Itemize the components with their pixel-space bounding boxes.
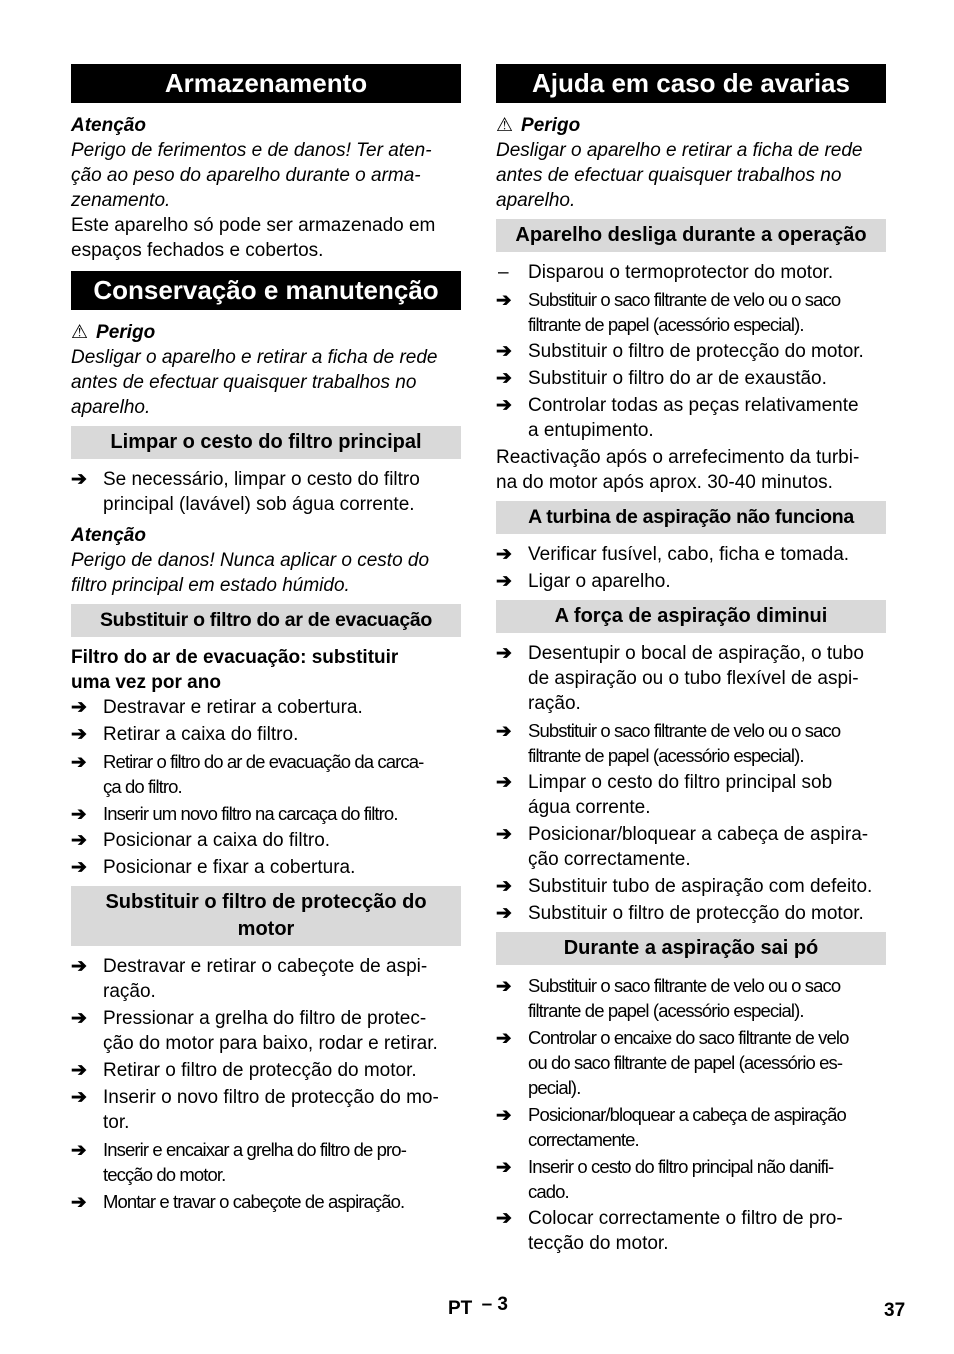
text-line: aparelho. (71, 397, 151, 418)
footer-lang-page: – 3 (481, 1294, 508, 1315)
arrow-right-icon: ➔ (71, 1087, 87, 1108)
footer-lang-label: PT (448, 1298, 473, 1319)
arrow-right-icon: ➔ (496, 1208, 512, 1229)
list-item (496, 287, 886, 337)
list-item-text: Posicionar/bloquear a cabeça de aspiração (528, 1104, 846, 1125)
arrow-right-icon: ➔ (496, 903, 512, 924)
arrow-right-icon: ➔ (71, 857, 87, 878)
list-item-text: Inserir o novo filtro de protecção do mo- (103, 1087, 439, 1108)
arrow-right-icon: ➔ (71, 1060, 87, 1081)
text-line: Desligar o aparelho e retirar a ficha de rede (496, 140, 863, 161)
clean-basket-attention-text (71, 548, 461, 598)
list-item-text: Posicionar/bloquear a cabeça de aspira- (528, 824, 869, 845)
arrow-right-icon: ➔ (496, 368, 512, 389)
list-item-text: Substituir o saco filtrante de velo ou o saco (528, 975, 841, 996)
list-item (496, 718, 886, 768)
text-line: Perigo de danos! Nunca aplicar o cesto do (71, 550, 430, 571)
list-item-text: Controlar o encaixe do saco filtrante de velo (528, 1027, 849, 1048)
suction-power-heading: A força de aspiração diminui (496, 600, 886, 633)
dust-heading: Durante a aspiração sai pó (496, 932, 886, 965)
list-item-text: Destravar e retirar a cobertura. (103, 697, 363, 718)
warning-triangle-icon: ⚠ (71, 322, 89, 343)
troubleshooting-danger-label-row (496, 113, 886, 138)
dash-icon: – (498, 262, 509, 283)
list-item (496, 770, 886, 820)
list-item-text: Posicionar a caixa do filtro. (103, 830, 331, 851)
arrow-right-icon: ➔ (496, 720, 511, 741)
list-item (71, 467, 461, 517)
motor-filter-list (71, 954, 461, 1214)
list-item-text: Posicionar e fixar a cobertura. (103, 857, 356, 878)
troubleshooting-danger-text (496, 138, 886, 213)
list-item-text: água corrente. (528, 797, 651, 818)
list-item (71, 1006, 461, 1056)
text-line: Reactivação após o arrefecimento da turbi- (496, 447, 860, 468)
troubleshooting-heading: Ajuda em caso de avarias (496, 64, 886, 103)
motor-filter-heading (71, 886, 461, 946)
clean-basket-list (71, 467, 461, 517)
arrow-right-icon: ➔ (496, 289, 511, 310)
list-item-text: Substituir tubo de aspiração com defeito. (528, 876, 873, 897)
list-item (71, 828, 461, 853)
text-line: Este aparelho só pode ser armazenado em (71, 215, 436, 236)
list-item-text: Limpar o cesto do filtro principal sob (528, 772, 833, 793)
list-item-text: Substituir o saco filtrante de velo ou o saco (528, 720, 841, 741)
arrow-right-icon: ➔ (496, 975, 511, 996)
maintenance-danger-text (71, 345, 461, 420)
list-item-text: ração. (528, 693, 581, 714)
arrow-right-icon: ➔ (71, 724, 87, 745)
list-item (496, 569, 886, 594)
dust-list (496, 973, 886, 1256)
footer-page-number: 37 (884, 1300, 906, 1321)
list-item (496, 901, 886, 926)
switches-off-heading: Aparelho desliga durante a operação (496, 219, 886, 252)
list-item-text: Controlar todas as peças relativamente (528, 395, 859, 416)
list-item-text: Substituir o filtro do ar de exaustão. (528, 368, 827, 389)
list-item (71, 1058, 461, 1083)
storage-attention-label: Atenção (71, 115, 146, 136)
list-item-text: Disparou o termoprotector do motor. (528, 262, 834, 283)
text-line: aparelho. (496, 190, 576, 211)
arrow-right-icon: ➔ (71, 751, 86, 772)
footer-language (448, 1294, 508, 1320)
exhaust-filter-heading: Substituir o filtro do ar de evacuação (71, 604, 461, 637)
text-line: Perigo de ferimentos e de danos! Ter aten- (71, 140, 432, 161)
arrow-right-icon: ➔ (496, 341, 512, 362)
arrow-right-icon: ➔ (496, 1027, 511, 1048)
text-line: motor (237, 918, 295, 940)
arrow-right-icon: ➔ (496, 876, 512, 897)
list-item (71, 801, 461, 826)
arrow-right-icon: ➔ (496, 1156, 511, 1177)
list-item-text: Inserir o cesto do filtro principal não danifi- (528, 1156, 834, 1177)
arrow-right-icon: ➔ (71, 830, 87, 851)
list-item (496, 1154, 886, 1204)
arrow-right-icon: ➔ (496, 395, 512, 416)
clean-basket-heading: Limpar o cesto do filtro principal (71, 426, 461, 459)
list-item-text: ou do saco filtrante de papel (acessório es- (528, 1052, 843, 1073)
list-item (71, 1137, 461, 1187)
list-item-text: ça do filtro. (103, 776, 182, 797)
text-line: na do motor após aprox. 30-40 minutos. (496, 472, 833, 493)
list-item-text: Destravar e retirar o cabeçote de aspi- (103, 956, 428, 977)
text-line: uma vez por ano (71, 672, 221, 693)
text-line: antes de efectuar quaisquer trabalhos no (71, 372, 417, 393)
list-item-text: pecial). (528, 1077, 581, 1098)
maintenance-danger-label-row (71, 320, 461, 345)
list-item-text: Substituir o saco filtrante de velo ou o saco (528, 289, 841, 310)
arrow-right-icon: ➔ (71, 1139, 86, 1160)
list-item (71, 954, 461, 1004)
arrow-right-icon: ➔ (71, 469, 87, 490)
exhaust-filter-list (71, 695, 461, 880)
list-item (496, 641, 886, 716)
list-item-text: Verificar fusível, cabo, ficha e tomada. (528, 544, 850, 565)
exhaust-filter-note (71, 645, 461, 695)
list-item (496, 542, 886, 567)
arrow-right-icon: ➔ (496, 1104, 511, 1125)
troubleshooting-danger-label: Perigo (521, 115, 581, 136)
maintenance-danger-label: Perigo (96, 322, 156, 343)
arrow-right-icon: ➔ (496, 544, 512, 565)
list-item-text: a entupimento. (528, 420, 654, 441)
storage-body-text (71, 213, 461, 263)
list-item (71, 749, 461, 799)
text-line: ção ao peso do aparelho durante o arma- (71, 165, 421, 186)
list-item (71, 722, 461, 747)
storage-attention-text (71, 138, 461, 213)
list-item-text: tecção do motor. (528, 1233, 669, 1254)
storage-heading: Armazenamento (71, 64, 461, 103)
list-item (71, 1085, 461, 1135)
list-item-text: tor. (103, 1112, 130, 1133)
list-item-text: Desentupir o bocal de aspiração, o tubo (528, 643, 864, 664)
maintenance-heading: Conservação e manutenção (71, 271, 461, 310)
list-item-text: tecção do motor. (103, 1164, 226, 1185)
arrow-right-icon: ➔ (71, 803, 86, 824)
list-item (496, 1206, 886, 1256)
arrow-right-icon: ➔ (71, 1008, 87, 1029)
list-item-text: Ligar o aparelho. (528, 571, 671, 592)
arrow-right-icon: ➔ (71, 697, 87, 718)
list-item-text: Retirar o filtro de protecção do motor. (103, 1060, 417, 1081)
text-line: espaços fechados e cobertos. (71, 240, 324, 261)
text-line: antes de efectuar quaisquer trabalhos no (496, 165, 842, 186)
list-item (496, 973, 886, 1023)
list-item (71, 695, 461, 720)
list-item (496, 366, 886, 391)
list-item (496, 393, 886, 443)
text-line: Substituir o filtro de protecção do (105, 891, 427, 913)
list-item-text: filtrante de papel (acessório especial). (528, 1000, 804, 1021)
arrow-right-icon: ➔ (71, 956, 87, 977)
list-item-text: Retirar o filtro do ar de evacuação da carca- (103, 751, 424, 772)
list-item (71, 1189, 461, 1214)
list-item-text: cado. (528, 1181, 569, 1202)
list-item-text: Inserir e encaixar a grelha do filtro de pro- (103, 1139, 406, 1160)
warning-triangle-icon: ⚠ (496, 115, 514, 136)
list-item-text: ção correctamente. (528, 849, 691, 870)
list-item-text: Substituir o filtro de protecção do motor. (528, 903, 864, 924)
suction-power-list (496, 641, 886, 926)
turbine-list (496, 542, 886, 594)
list-item-text: Montar e travar o cabeçote de aspiração. (103, 1191, 405, 1212)
list-item-text: Inserir um novo filtro na carcaça do filtro. (103, 803, 398, 824)
arrow-right-icon: ➔ (496, 772, 512, 793)
list-item-text: ração. (103, 981, 156, 1002)
text-line: filtro principal em estado húmido. (71, 575, 350, 596)
list-item (496, 874, 886, 899)
list-item (496, 822, 886, 872)
list-item (71, 855, 461, 880)
text-line: Filtro do ar de evacuação: substituir (71, 647, 399, 668)
list-item-text: principal (lavável) sob água corrente. (103, 494, 415, 515)
arrow-right-icon: ➔ (71, 1191, 86, 1212)
list-item-text: Pressionar a grelha do filtro de protec- (103, 1008, 427, 1029)
list-item-text: Substituir o filtro de protecção do motor. (528, 341, 864, 362)
text-line: Desligar o aparelho e retirar a ficha de rede (71, 347, 438, 368)
list-item (496, 339, 886, 364)
arrow-right-icon: ➔ (496, 643, 512, 664)
list-item-text: filtrante de papel (acessório especial). (528, 314, 804, 335)
list-item-text: Colocar correctamente o filtro de pro- (528, 1208, 843, 1229)
list-item (496, 1102, 886, 1152)
list-item-text: filtrante de papel (acessório especial). (528, 745, 804, 766)
turbine-heading: A turbina de aspiração não funciona (496, 501, 886, 534)
list-item-text: de aspiração ou o tubo flexível de aspi- (528, 668, 859, 689)
list-item-text: Se necessário, limpar o cesto do filtro (103, 469, 420, 490)
switches-off-body (496, 445, 886, 495)
list-item-text: ção do motor para baixo, rodar e retirar. (103, 1033, 438, 1054)
list-item (496, 260, 886, 285)
switches-off-list (496, 260, 886, 443)
list-item-text: Retirar a caixa do filtro. (103, 724, 299, 745)
right-column (496, 64, 886, 1258)
left-column (71, 64, 461, 1216)
clean-basket-attention-label: Atenção (71, 525, 146, 546)
list-item (496, 1025, 886, 1100)
list-item-text: correctamente. (528, 1129, 639, 1150)
arrow-right-icon: ➔ (496, 571, 512, 592)
text-line: zenamento. (71, 190, 171, 211)
arrow-right-icon: ➔ (496, 824, 512, 845)
